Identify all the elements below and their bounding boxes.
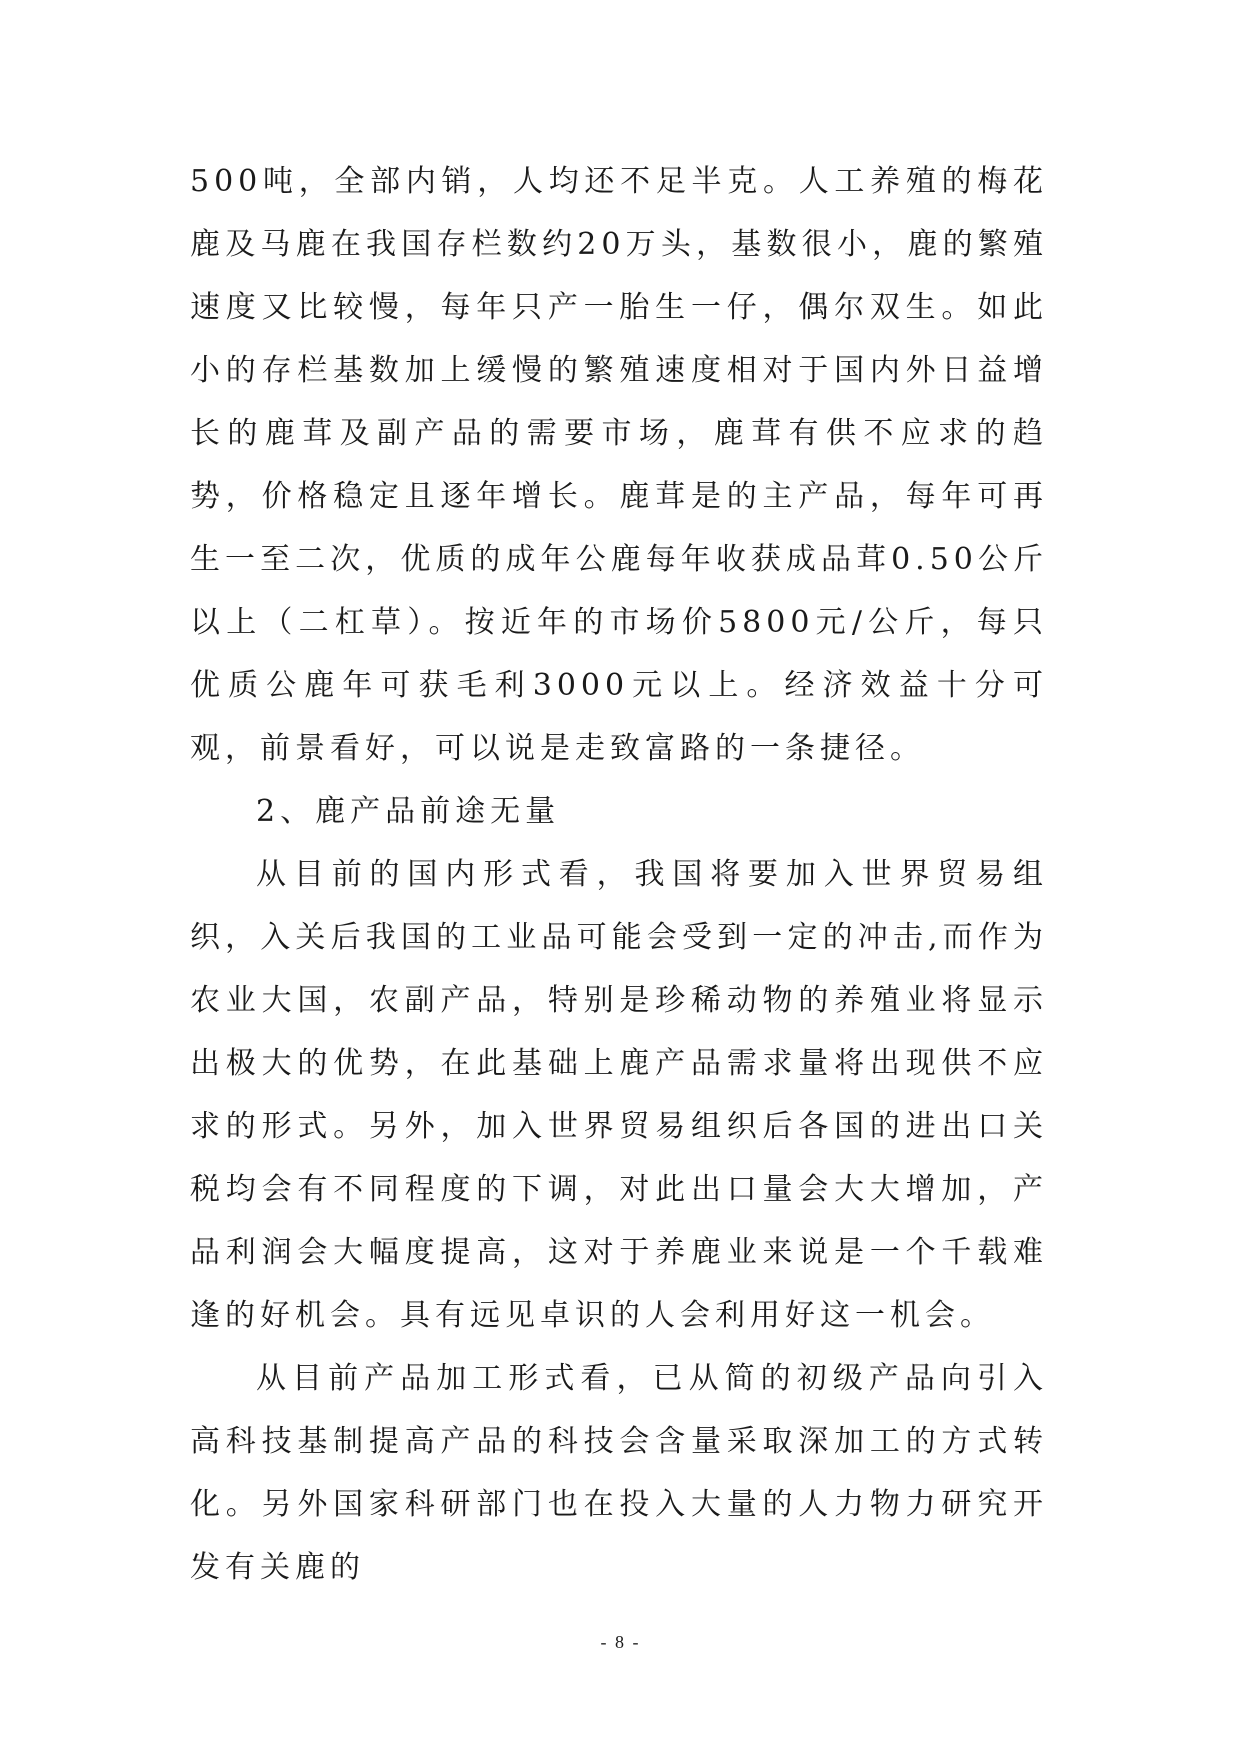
paragraph-market-analysis: 500吨，全部内销，人均还不足半克。人工养殖的梅花鹿及马鹿在我国存栏数约20万头，基数很小，鹿的繁殖速度又比较慢，每年只产一胎生一仔，偶尔双生。如此小的存栏基数加上缓慢的繁殖速度相对于国内外日益增长的鹿茸及副产品的需要市场，鹿茸有供不应求的趋势，价格稳定且逐年增长。鹿茸是的主产品，每年可再生一至二次，优质的成年公鹿每年收获成品茸0.50公斤以上（二杠草）。按近年的市场价5800元/公斤，每只优质公鹿年可获毛利3000元以上。经济效益十分可观，前景看好，可以说是走致富路的一条捷径。 [190,164,1048,766]
paragraph-domestic-situation: 从目前的国内形式看，我国将要加入世界贸易组织，入关后我国的工业品可能会受到一定的冲击,而作为农业大国，农副产品，特别是珍稀动物的养殖业将显示出极大的优势，在此基础上鹿产品需求量将出现供不应求的形式。另外，加入世界贸易组织后各国的进出口关税均会有不同程度的下调，对此出口量会大大增加，产品利润会大幅度提高，这对于养鹿业来说是一个千载难逢的好机会。具有远见卓识的人会利用好这一机会。 [190,857,1048,1333]
page-body [190,150,1048,1599]
section-heading-deer-products: 2、鹿产品前途无量 [256,794,561,829]
paragraph-processing-trend: 从目前产品加工形式看，已从简的初级产品向引入高科技基制提高产品的科技会含量采取深加工的方式转化。另外国家科研部门也在投入大量的人力物力研究开发有关鹿的 [190,1361,1048,1585]
page-number: - 8 - [600,1632,641,1652]
